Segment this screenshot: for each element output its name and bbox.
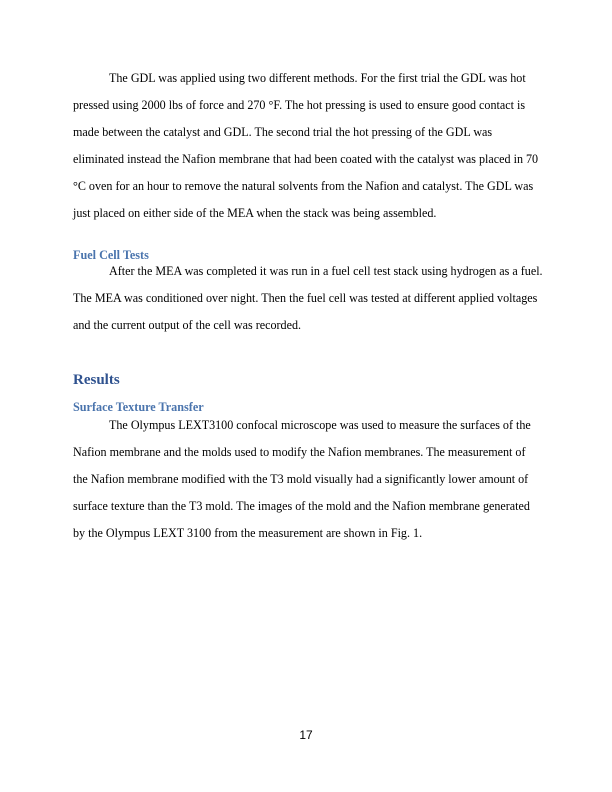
text-line: The Olympus LEXT3100 confocal microscope was used to measure the surfaces of the	[109, 418, 531, 432]
text-line: °C oven for an hour to remove the natural solvents from the Nafion and catalyst. The GDL was	[73, 179, 534, 193]
surface-texture-heading: Surface Texture Transfer	[73, 400, 204, 414]
text-line: and the current output of the cell was recorded.	[73, 318, 302, 332]
fuel-cell-tests-heading: Fuel Cell Tests	[73, 248, 149, 262]
text-line: made between the catalyst and GDL. The second trial the hot pressing of the GDL was	[73, 125, 493, 139]
text-line: just placed on either side of the MEA when the stack was being assembled.	[73, 206, 437, 220]
page-number: 17	[299, 728, 313, 742]
text-line: by the Olympus LEXT 3100 from the measurement are shown in Fig. 1.	[73, 526, 423, 540]
results-heading: Results	[73, 372, 120, 388]
text-line: After the MEA was completed it was run in a fuel cell test stack using hydrogen as a fuel.	[109, 264, 543, 278]
text-line: Nafion membrane and the molds used to modify the Nafion membranes. The measurement of	[73, 445, 526, 459]
text-line: surface texture than the T3 mold. The images of the mold and the Nafion membrane generated	[73, 499, 530, 513]
text-line: The GDL was applied using two different methods. For the first trial the GDL was hot	[109, 71, 526, 85]
text-line: The MEA was conditioned over night. Then the fuel cell was tested at different applied voltages	[73, 291, 538, 305]
text-line: eliminated instead the Nafion membrane that had been coated with the catalyst was placed in 70	[73, 152, 539, 166]
text-line: the Nafion membrane modified with the T3 mold visually had a significantly lower amount of	[73, 472, 529, 486]
text-line: pressed using 2000 lbs of force and 270 °F. The hot pressing is used to ensure good contact is	[73, 98, 526, 112]
